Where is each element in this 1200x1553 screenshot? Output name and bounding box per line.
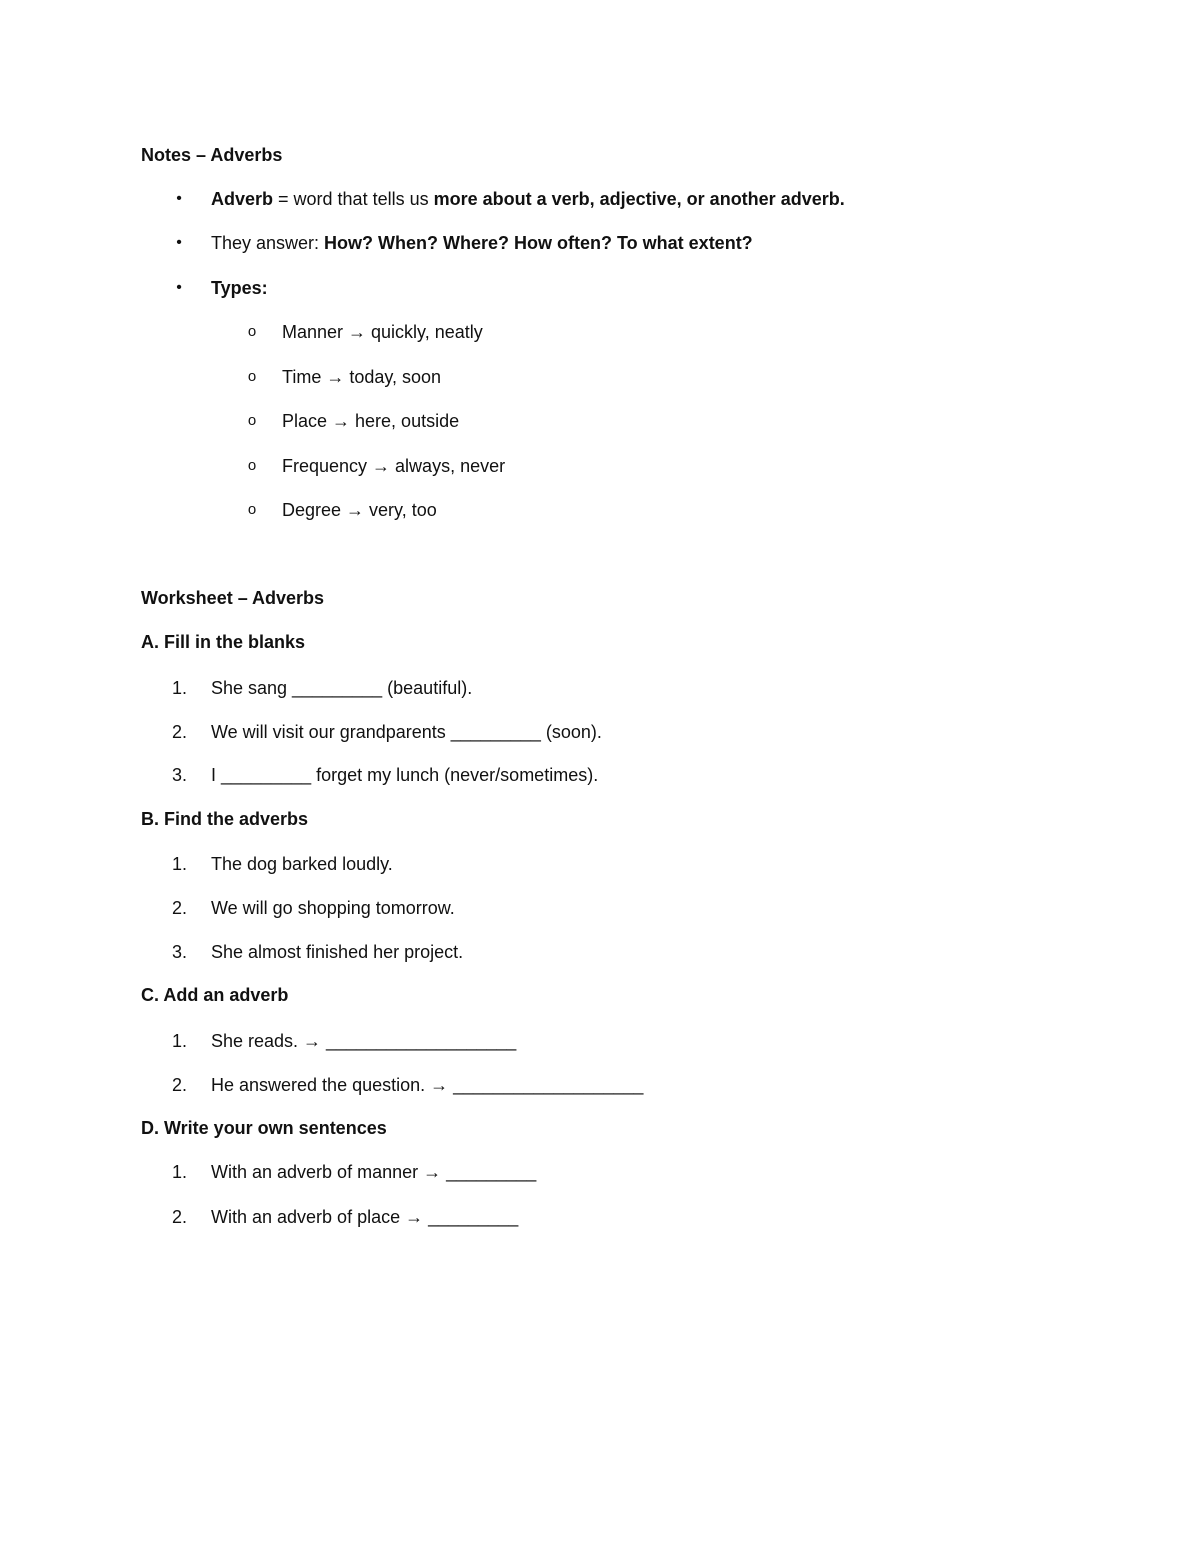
exercise-text: We will go shopping tomorrow. — [211, 898, 455, 918]
type-item-text: Time → today, soon — [282, 367, 442, 387]
sub-bullet-icon: o — [247, 323, 257, 340]
item-number: 1. — [172, 854, 188, 874]
type-item-text: Manner → quickly, neatly — [282, 322, 483, 342]
exercise-text: We will visit our grandparents _________ (soon). — [211, 722, 602, 742]
bullet-icon: • — [176, 190, 182, 207]
bullet-text — [211, 232, 753, 254]
bullet-text-regular: = word that tells us — [273, 189, 434, 209]
type-item-text: Degree → very, too — [282, 500, 437, 520]
bullet-text-regular: They answer: — [211, 233, 325, 253]
item-number: 1. — [172, 678, 188, 698]
section-heading-b: B. Find the adverbs — [141, 809, 309, 829]
bullet-text-bold: How? When? Where? How often? To what extent? — [324, 233, 753, 253]
bullet-text-bold: Adverb — [211, 189, 274, 209]
item-number: 2. — [172, 1207, 188, 1227]
exercise-text: With an adverb of manner → _________ — [211, 1162, 537, 1182]
exercise-text: The dog barked loudly. — [211, 854, 393, 874]
item-number: 2. — [172, 1075, 188, 1095]
item-number: 2. — [172, 722, 188, 742]
sub-bullet-icon: o — [247, 501, 257, 518]
bullet-text-bold: Types: — [211, 278, 268, 298]
exercise-text: She sang _________ (beautiful). — [211, 678, 473, 698]
item-number: 2. — [172, 898, 188, 918]
exercise-text: She reads. → ___________________ — [211, 1031, 517, 1051]
notes-title: Notes – Adverbs — [141, 145, 283, 165]
item-number: 3. — [172, 942, 188, 962]
item-number: 3. — [172, 765, 188, 785]
bullet-text — [211, 277, 268, 299]
bullet-text-bold: more about a verb, adjective, or another adverb. — [433, 189, 845, 209]
section-heading-d: D. Write your own sentences — [141, 1118, 387, 1138]
worksheet-title: Worksheet – Adverbs — [141, 588, 325, 608]
exercise-text: I _________ forget my lunch (never/sometimes). — [211, 765, 599, 785]
sub-bullet-icon: o — [247, 368, 257, 385]
exercise-text: She almost finished her project. — [211, 942, 464, 962]
type-item-text: Frequency → always, never — [282, 456, 506, 476]
sub-bullet-icon: o — [247, 412, 257, 429]
bullet-icon: • — [176, 234, 182, 251]
bullet-text — [211, 188, 845, 210]
bullet-icon: • — [176, 279, 182, 296]
section-heading-c: C. Add an adverb — [141, 985, 289, 1005]
item-number: 1. — [172, 1162, 188, 1182]
type-item-text: Place → here, outside — [282, 411, 460, 431]
sub-bullet-icon: o — [247, 457, 257, 474]
section-heading-a: A. Fill in the blanks — [141, 632, 306, 652]
exercise-text: With an adverb of place → _________ — [211, 1207, 519, 1227]
item-number: 1. — [172, 1031, 188, 1051]
exercise-text: He answered the question. → ___________________ — [211, 1075, 644, 1095]
